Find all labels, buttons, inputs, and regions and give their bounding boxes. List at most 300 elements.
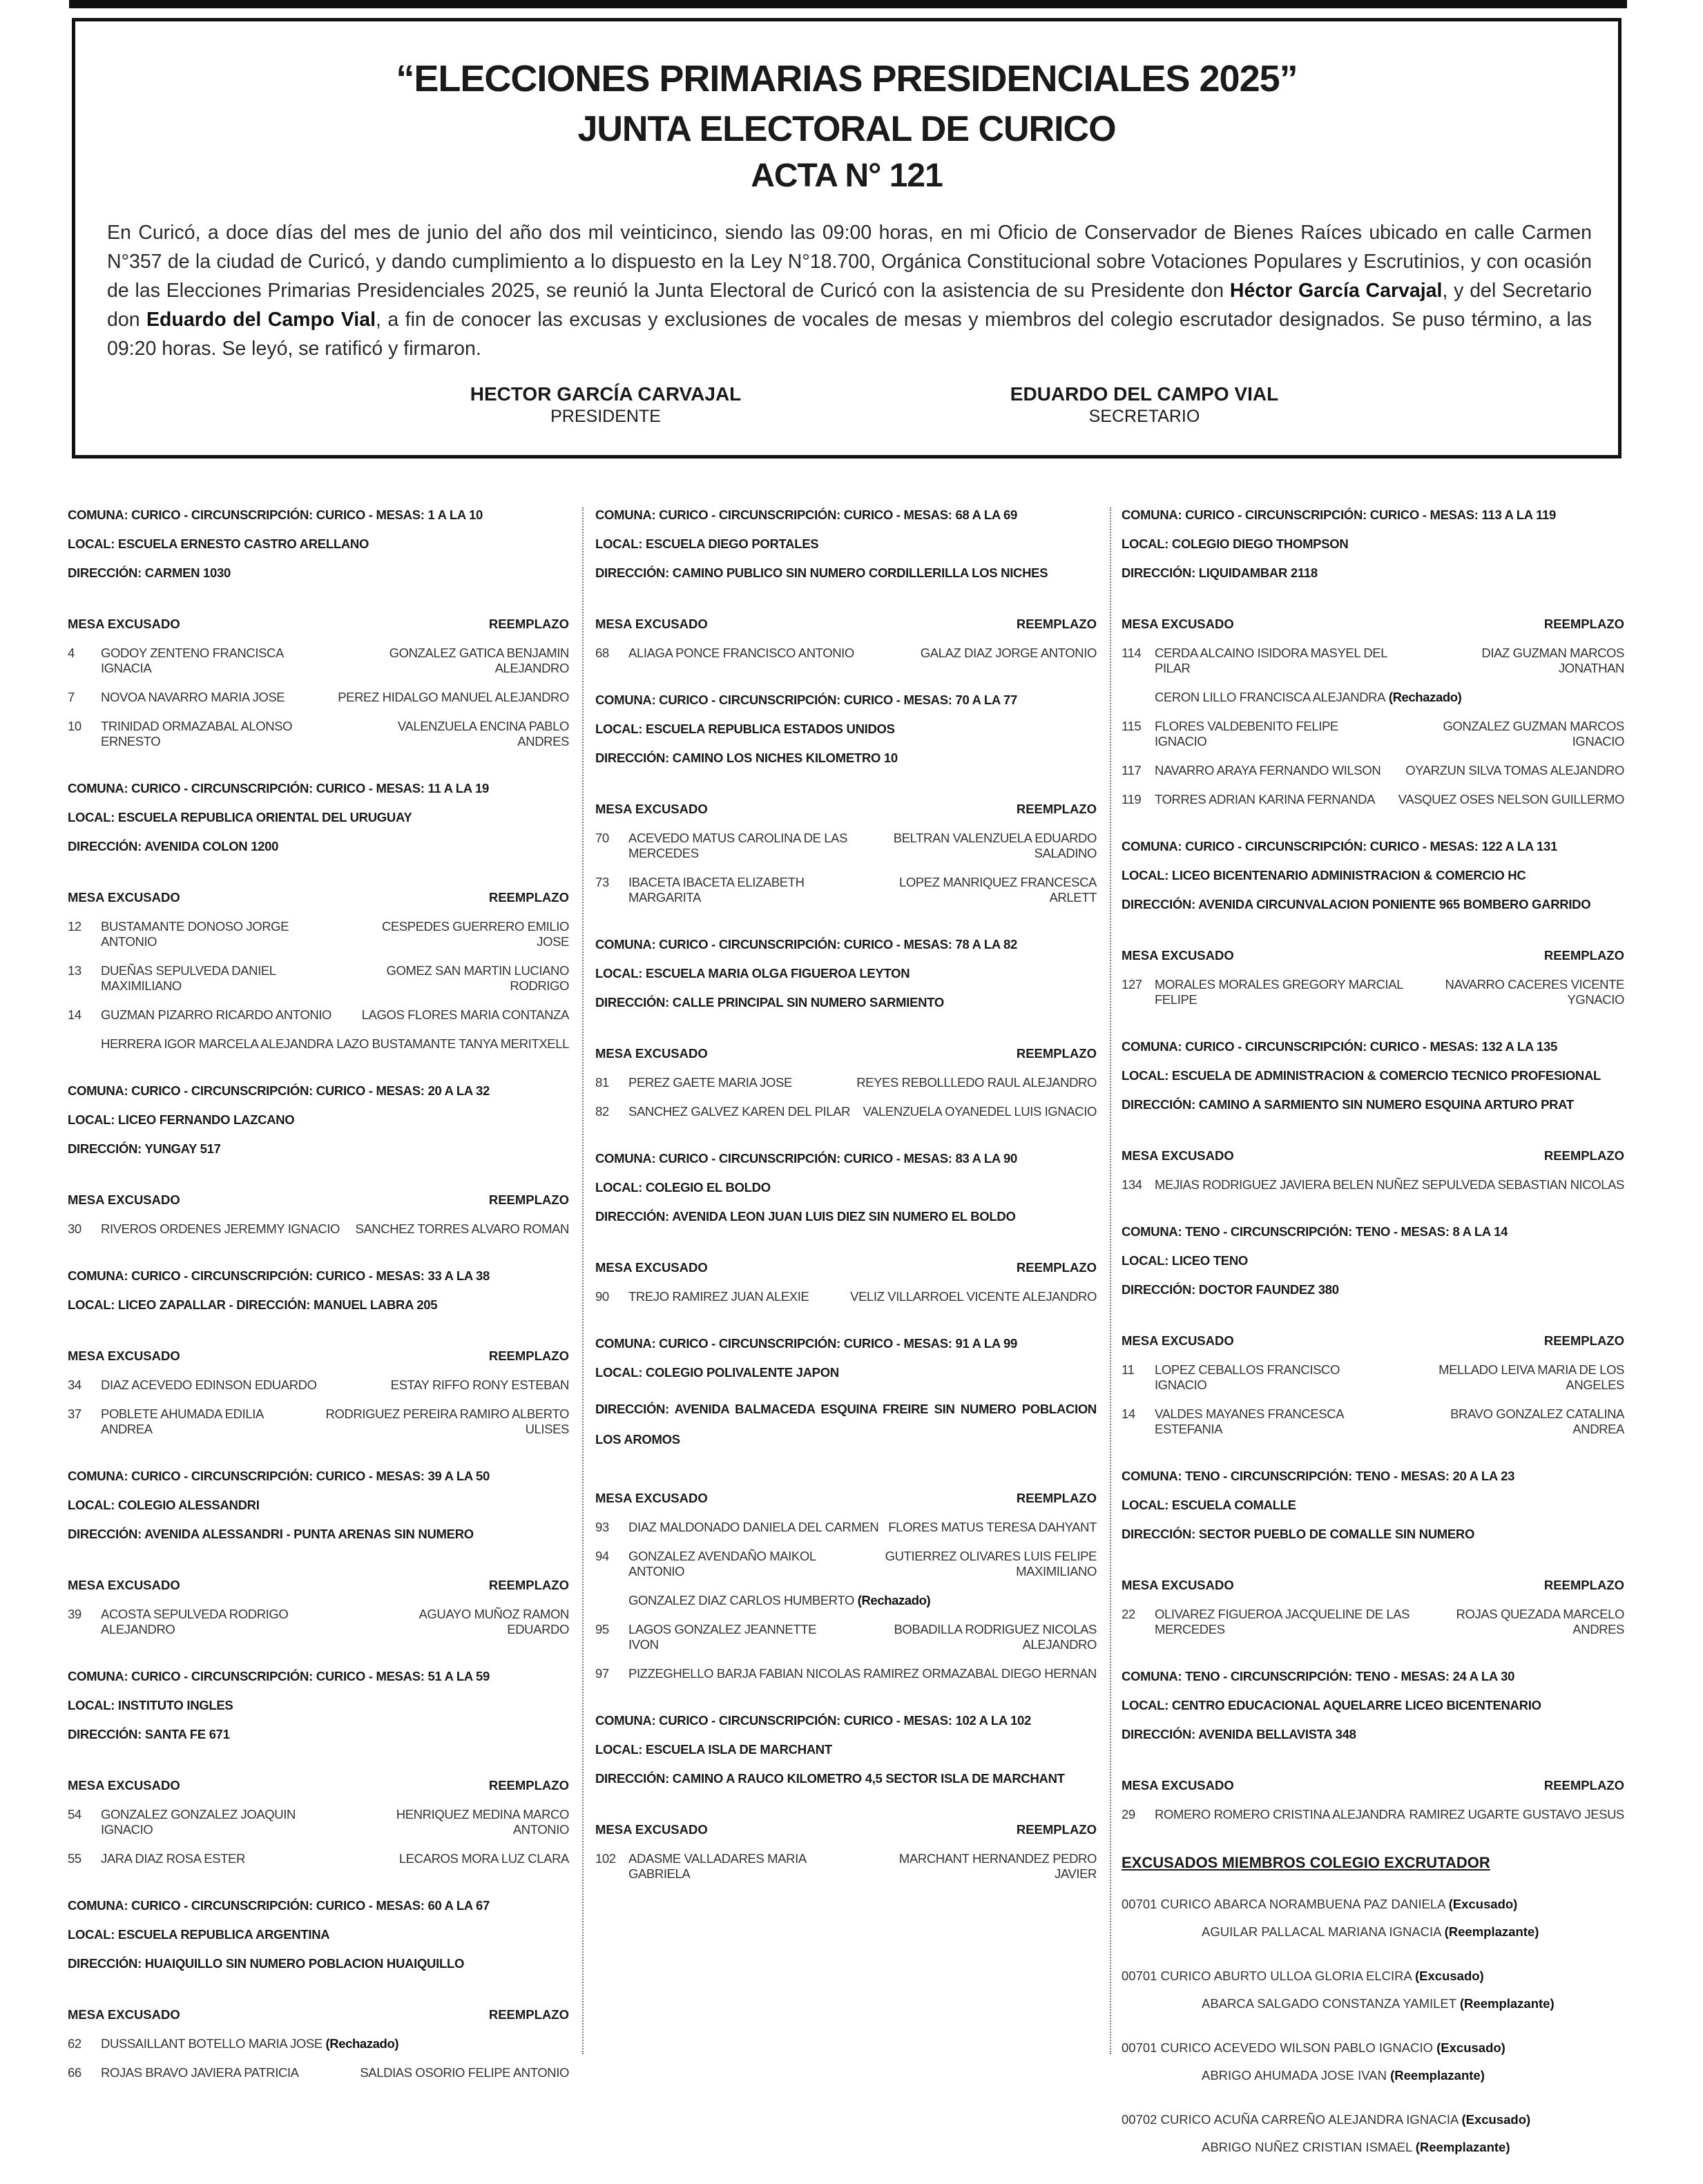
reemplazo-name: ESTAY RIFFO RONY ESTEBAN bbox=[390, 1378, 569, 1392]
mesa-section bbox=[595, 508, 1097, 661]
table-header bbox=[68, 1192, 569, 1208]
reemplazo-name: RAMIREZ ORMAZABAL DIEGO HERNAN bbox=[863, 1666, 1097, 1681]
excusado-cell bbox=[68, 963, 340, 994]
table-row bbox=[595, 831, 1097, 861]
mesa-section bbox=[1122, 839, 1624, 1007]
reemplazo-name: GONZALEZ GUZMAN MARCOS IGNACIO bbox=[1443, 719, 1624, 748]
local-line: LOCAL: LICEO TENO bbox=[1122, 1253, 1248, 1268]
comuna-line: COMUNA: CURICO - CIRCUNSCRIPCIÓN: CURICO - MESAS: 20 A LA 32 bbox=[68, 1083, 490, 1098]
column-divider bbox=[1110, 508, 1111, 2054]
mesa-excusado-header: MESA EXCUSADO bbox=[1122, 617, 1234, 631]
excusado-name: JARA DIAZ ROSA ESTER bbox=[101, 1851, 245, 1866]
table-row bbox=[1122, 719, 1624, 749]
excusado-cell bbox=[595, 1549, 839, 1579]
reemplazo-name: HENRIQUEZ MEDINA MARCO ANTONIO bbox=[396, 1807, 569, 1837]
comuna-line: COMUNA: CURICO - CIRCUNSCRIPCIÓN: CURICO - MESAS: 68 A LA 69 bbox=[595, 508, 1018, 522]
direccion-line: DIRECCIÓN: YUNGAY 517 bbox=[68, 1141, 221, 1156]
local-line: LOCAL: CENTRO EDUCACIONAL AQUELARRE LICEO BICENTENARIO bbox=[1122, 1698, 1541, 1712]
direccion-line: DIRECCIÓN: CAMINO A SARMIENTO SIN NUMERO ESQUINA ARTURO PRAT bbox=[1122, 1097, 1574, 1112]
excusado-name: IBACETA IBACETA ELIZABETH MARGARITA bbox=[628, 875, 805, 905]
direccion-line: DIRECCIÓN: AVENIDA BELLAVISTA 348 bbox=[1122, 1727, 1356, 1741]
table-row bbox=[595, 1520, 1097, 1535]
table-row bbox=[68, 1607, 569, 1637]
local-line: LOCAL: ESCUELA COMALLE bbox=[1122, 1498, 1296, 1512]
comuna-line: COMUNA: CURICO - CIRCUNSCRIPCIÓN: CURICO - MESAS: 1 A LA 10 bbox=[68, 508, 483, 522]
table-header bbox=[1122, 1333, 1624, 1349]
column-divider bbox=[582, 508, 584, 2054]
colegio-item bbox=[1122, 2040, 1624, 2083]
mesa-section bbox=[595, 1336, 1097, 1681]
excusado-name: DUEÑAS SEPULVEDA DANIEL MAXIMILIANO bbox=[101, 963, 276, 993]
mesa-number: 134 bbox=[1122, 1177, 1142, 1192]
column-3 bbox=[1122, 508, 1624, 2184]
reemplazo-header: REEMPLAZO bbox=[1543, 617, 1624, 631]
table-header bbox=[1122, 1148, 1624, 1163]
mesa-number: 97 bbox=[595, 1666, 609, 1681]
document-title: “ELECCIONES PRIMARIAS PRESIDENCIALES 2025” bbox=[396, 58, 1298, 99]
mesa-number: 70 bbox=[595, 831, 609, 845]
excusado-cell bbox=[595, 646, 854, 661]
excusado-cell bbox=[1122, 690, 1461, 705]
excusado-cell bbox=[1122, 1607, 1433, 1637]
reemplazo-name: MELLADO LEIVA MARIA DE LOS ANGELES bbox=[1439, 1362, 1624, 1392]
excusado-name: CERDA ALCAINO ISIDORA MASYEL DEL PILAR bbox=[1155, 646, 1387, 675]
excusado-cell bbox=[595, 1666, 860, 1681]
mesa-section bbox=[68, 508, 569, 749]
mesa-number: 102 bbox=[595, 1851, 616, 1866]
reemplazo-name: NAVARRO CACERES VICENTE YGNACIO bbox=[1445, 977, 1624, 1007]
mesa-number: 82 bbox=[595, 1104, 609, 1119]
reemplazo-name: VELIZ VILLARROEL VICENTE ALEJANDRO bbox=[850, 1289, 1097, 1304]
signature-role: PRESIDENTE bbox=[550, 407, 661, 426]
table-row bbox=[595, 1289, 1097, 1304]
document-subtitle: JUNTA ELECTORAL DE CURICO bbox=[577, 109, 1116, 149]
mesa-number: 62 bbox=[68, 2036, 81, 2051]
local-line: LOCAL: ESCUELA DIEGO PORTALES bbox=[595, 537, 819, 551]
reemplazo-name: SALDIAS OSORIO FELIPE ANTONIO bbox=[360, 2065, 569, 2080]
reemplazo-name: PEREZ HIDALGO MANUEL ALEJANDRO bbox=[338, 690, 569, 704]
comuna-line: COMUNA: CURICO - CIRCUNSCRIPCIÓN: CURICO - MESAS: 122 A LA 131 bbox=[1122, 839, 1557, 853]
reemplazo-header: REEMPLAZO bbox=[1016, 802, 1097, 816]
table-header bbox=[595, 617, 1097, 632]
table-row bbox=[1122, 1407, 1624, 1437]
excusado-name: TRINIDAD ORMAZABAL ALONSO ERNESTO bbox=[101, 719, 293, 748]
excusado-name: ADASME VALLADARES MARIA GABRIELA bbox=[628, 1851, 806, 1881]
colegio-item bbox=[1122, 2112, 1624, 2155]
reemplazo-name: GUTIERREZ OLIVARES LUIS FELIPE MAXIMILIANO bbox=[885, 1549, 1097, 1578]
reemplazo-name: VASQUEZ OSES NELSON GUILLERMO bbox=[1398, 792, 1624, 806]
comuna-line: COMUNA: CURICO - CIRCUNSCRIPCIÓN: CURICO - MESAS: 33 A LA 38 bbox=[68, 1268, 490, 1283]
reemplazo-header: REEMPLAZO bbox=[1016, 617, 1097, 631]
mesa-excusado-header: MESA EXCUSADO bbox=[595, 617, 708, 631]
mesa-number: 14 bbox=[68, 1007, 81, 1022]
mesa-number: 115 bbox=[1122, 719, 1142, 733]
reemplazo-header: REEMPLAZO bbox=[1016, 1822, 1097, 1837]
table-row bbox=[68, 1407, 569, 1437]
mesa-section bbox=[68, 1669, 569, 1866]
reemplazo-header: REEMPLAZO bbox=[488, 1578, 569, 1592]
mesa-section bbox=[595, 937, 1097, 1119]
intro-secretary-name: Eduardo del Campo Vial bbox=[146, 309, 376, 331]
reemplazo-name: REYES REBOLLLEDO RAUL ALEJANDRO bbox=[856, 1075, 1097, 1090]
column-1 bbox=[68, 508, 569, 2112]
excusado-cell bbox=[595, 1289, 809, 1304]
excusado-name: MEJIAS RODRIGUEZ JAVIERA BELEN bbox=[1155, 1177, 1374, 1192]
table-row bbox=[1122, 977, 1624, 1007]
mesa-section bbox=[1122, 1669, 1624, 1822]
mesa-section bbox=[68, 1469, 569, 1637]
direccion-line: DIRECCIÓN: CAMINO A RAUCO KILOMETRO 4,5 SECTOR ISLA DE MARCHANT bbox=[595, 1771, 1065, 1786]
reemplazo-header: REEMPLAZO bbox=[488, 617, 569, 631]
table-row bbox=[1122, 690, 1624, 705]
excusado-cell bbox=[68, 1851, 245, 1866]
excusado-cell bbox=[595, 1075, 792, 1090]
intro-text-1: En Curicó, a doce días del mes de junio del año dos mil veinticinco, siendo las 09:00 horas, en mi Oficio de Conservador de Bienes Raíces ubicado en calle Carmen N°357 de la ciudad de Curicó, y dando cumplimiento a lo dispuesto en la Ley N°18.700, Orgánica Constitucional sobre Votaciones Populares y Escrutinios, y con ocasión de las Elecciones Primarias Presidenciales 2025, se reunió la Junta Electoral de Curicó con la asistencia de su Presidente don bbox=[107, 222, 1592, 302]
table-header bbox=[595, 1491, 1097, 1506]
mesa-number: 66 bbox=[68, 2065, 81, 2080]
reemplazo-name: OYARZUN SILVA TOMAS ALEJANDRO bbox=[1405, 763, 1624, 777]
table-row bbox=[68, 1807, 569, 1837]
local-line: LOCAL: LICEO FERNANDO LAZCANO bbox=[68, 1112, 295, 1127]
excusado-name: 00701 CURICO ACEVEDO WILSON PABLO IGNACIO bbox=[1122, 2040, 1433, 2055]
reemplazo-name: GOMEZ SAN MARTIN LUCIANO RODRIGO bbox=[386, 963, 569, 993]
table-row bbox=[68, 646, 569, 676]
mesa-excusado-header: MESA EXCUSADO bbox=[1122, 1578, 1234, 1592]
intro-paragraph bbox=[107, 218, 1592, 363]
mesa-number: 119 bbox=[1122, 792, 1142, 806]
table-header bbox=[68, 1349, 569, 1364]
excusado-cell bbox=[68, 1221, 340, 1237]
table-row bbox=[595, 646, 1097, 661]
status-tag: (Excusado) bbox=[1415, 1969, 1484, 1983]
excusado-cell bbox=[68, 719, 349, 749]
excusado-name: GONZALEZ AVENDAÑO MAIKOL ANTONIO bbox=[628, 1549, 816, 1578]
top-rule bbox=[69, 0, 1627, 8]
table-row bbox=[1122, 792, 1624, 807]
excusado-name: 00701 CURICO ABARCA NORAMBUENA PAZ DANIELA bbox=[1122, 1897, 1445, 1911]
status-tag: (Excusado) bbox=[1448, 1897, 1518, 1911]
excusado-cell bbox=[595, 1593, 930, 1608]
mesa-excusado-header: MESA EXCUSADO bbox=[1122, 1148, 1234, 1163]
header-box bbox=[72, 18, 1622, 458]
table-row bbox=[68, 2065, 569, 2080]
reemplazo-name: LAGOS FLORES MARIA CONTANZA bbox=[361, 1007, 569, 1022]
reemplazo-header: REEMPLAZO bbox=[488, 1192, 569, 1207]
reemplazo-header: REEMPLAZO bbox=[1543, 1148, 1624, 1163]
excusado-cell bbox=[1122, 1362, 1386, 1393]
mesa-number: 114 bbox=[1122, 646, 1142, 660]
table-row bbox=[68, 1036, 569, 1052]
table-row bbox=[595, 1104, 1097, 1119]
excusado-name: ALIAGA PONCE FRANCISCO ANTONIO bbox=[628, 646, 854, 660]
excusado-name: ROMERO ROMERO CRISTINA ALEJANDRA bbox=[1155, 1807, 1405, 1821]
local-line: LOCAL: ESCUELA REPUBLICA ARGENTINA bbox=[68, 1927, 330, 1942]
excusado-name: POBLETE AHUMADA EDILIA ANDREA bbox=[101, 1407, 263, 1436]
table-row bbox=[1122, 1177, 1624, 1192]
excusado-cell bbox=[68, 2065, 299, 2080]
local-line: LOCAL: LICEO ZAPALLAR - DIRECCIÓN: MANUEL LABRA 205 bbox=[68, 1297, 438, 1312]
mesa-section bbox=[68, 1268, 569, 1437]
excusado-cell bbox=[1122, 792, 1375, 807]
mesa-excusado-header: MESA EXCUSADO bbox=[68, 1349, 180, 1363]
mesa-section bbox=[1122, 1469, 1624, 1637]
local-line: LOCAL: COLEGIO POLIVALENTE JAPON bbox=[595, 1365, 839, 1380]
excusado-name: HERRERA IGOR MARCELA ALEJANDRA bbox=[101, 1036, 334, 1051]
local-line: LOCAL: ESCUELA REPUBLICA ORIENTAL DEL URUGUAY bbox=[68, 810, 412, 824]
mesa-number: 34 bbox=[68, 1378, 81, 1392]
mesa-number: 30 bbox=[68, 1221, 81, 1236]
excusado-cell bbox=[1122, 763, 1380, 778]
table-row bbox=[595, 1593, 1097, 1608]
table-row bbox=[68, 1851, 569, 1866]
status-tag: (Reemplazante) bbox=[1390, 2068, 1485, 2082]
colegio-title: EXCUSADOS MIEMBROS COLEGIO EXCRUTADOR bbox=[1122, 1854, 1490, 1871]
excusado-name: 00701 CURICO ABURTO ULLOA GLORIA ELCIRA bbox=[1122, 1969, 1412, 1983]
direccion-line: DIRECCIÓN: LIQUIDAMBAR 2118 bbox=[1122, 566, 1318, 580]
mesa-excusado-header: MESA EXCUSADO bbox=[68, 617, 180, 631]
excusado-name: ROJAS BRAVO JAVIERA PATRICIA bbox=[101, 2065, 299, 2080]
reemplazo-header: REEMPLAZO bbox=[1543, 1578, 1624, 1592]
signature-name: HECTOR GARCÍA CARVAJAL bbox=[470, 383, 742, 405]
excusado-name: ACEVEDO MATUS CAROLINA DE LAS MERCEDES bbox=[628, 831, 848, 860]
mesa-section bbox=[68, 1898, 569, 2080]
mesa-number: 54 bbox=[68, 1807, 81, 1821]
table-row bbox=[595, 1549, 1097, 1579]
reemplazo-header: REEMPLAZO bbox=[1543, 1333, 1624, 1348]
reemplazo-name: AGUAYO MUÑOZ RAMON EDUARDO bbox=[418, 1607, 569, 1636]
mesa-number: 68 bbox=[595, 646, 609, 660]
excusado-name: 00702 CURICO ACUÑA CARREÑO ALEJANDRA IGNACIA bbox=[1122, 2112, 1459, 2127]
table-header bbox=[595, 1260, 1097, 1275]
local-line: LOCAL: ESCUELA REPUBLICA ESTADOS UNIDOS bbox=[595, 722, 895, 736]
local-line: LOCAL: INSTITUTO INGLES bbox=[68, 1698, 233, 1712]
table-row bbox=[68, 1378, 569, 1393]
mesa-excusado-header: MESA EXCUSADO bbox=[595, 1046, 708, 1061]
mesa-excusado-header: MESA EXCUSADO bbox=[68, 2007, 180, 2022]
comuna-line: COMUNA: CURICO - CIRCUNSCRIPCIÓN: CURICO - MESAS: 60 A LA 67 bbox=[68, 1898, 490, 1913]
status-tag: (Reemplazante) bbox=[1444, 1924, 1539, 1939]
reemplazo-name: CESPEDES GUERRERO EMILIO JOSE bbox=[381, 919, 569, 949]
mesa-excusado-header: MESA EXCUSADO bbox=[1122, 1778, 1234, 1792]
direccion-line: DIRECCIÓN: AVENIDA CIRCUNVALACION PONIENTE 965 BOMBERO GARRIDO bbox=[1122, 897, 1591, 911]
table-row bbox=[595, 1622, 1097, 1652]
excusado-cell bbox=[1122, 719, 1390, 749]
excusado-cell bbox=[595, 831, 870, 861]
colegio-item bbox=[1122, 1897, 1624, 1940]
comuna-line: COMUNA: CURICO - CIRCUNSCRIPCIÓN: CURICO - MESAS: 51 A LA 59 bbox=[68, 1669, 490, 1683]
comuna-line: COMUNA: CURICO - CIRCUNSCRIPCIÓN: CURICO - MESAS: 132 A LA 135 bbox=[1122, 1039, 1557, 1054]
reemplazo-header: REEMPLAZO bbox=[1016, 1046, 1097, 1061]
excusado-name: SANCHEZ GALVEZ KAREN DEL PILAR bbox=[628, 1104, 851, 1119]
comuna-line: COMUNA: CURICO - CIRCUNSCRIPCIÓN: CURICO - MESAS: 83 A LA 90 bbox=[595, 1151, 1018, 1166]
table-row bbox=[1122, 1607, 1624, 1637]
table-header bbox=[68, 2007, 569, 2022]
table-row bbox=[68, 2036, 569, 2051]
direccion-line: DIRECCIÓN: AVENIDA ALESSANDRI - PUNTA ARENAS SIN NUMERO bbox=[68, 1527, 474, 1541]
local-line: LOCAL: ESCUELA ERNESTO CASTRO ARELLANO bbox=[68, 537, 369, 551]
excusado-name: PEREZ GAETE MARIA JOSE bbox=[628, 1075, 792, 1090]
mesa-section bbox=[68, 1083, 569, 1237]
direccion-line: DIRECCIÓN: CARMEN 1030 bbox=[68, 566, 231, 580]
table-header bbox=[68, 1778, 569, 1793]
status-tag: (Rechazado) bbox=[857, 1593, 931, 1607]
excusado-name: GUZMAN PIZARRO RICARDO ANTONIO bbox=[101, 1007, 332, 1022]
local-line: LOCAL: LICEO BICENTENARIO ADMINISTRACION & COMERCIO HC bbox=[1122, 868, 1526, 882]
comuna-line: COMUNA: CURICO - CIRCUNSCRIPCIÓN: CURICO - MESAS: 70 A LA 77 bbox=[595, 693, 1018, 707]
mesa-number: 90 bbox=[595, 1289, 609, 1304]
mesa-number: 73 bbox=[595, 875, 609, 889]
reemplazo-name: DIAZ GUZMAN MARCOS JONATHAN bbox=[1481, 646, 1624, 675]
intro-text-3: , a fin de conocer las excusas y exclusiones de vocales de mesas y miembros del colegio escrutador designados. Se puso término, a las 09:20 horas. Se leyó, se ratificó y firmaron. bbox=[107, 309, 1592, 360]
direccion-line: DIRECCIÓN: AVENIDA COLON 1200 bbox=[68, 839, 279, 853]
reemplazo-name: GALAZ DIAZ JORGE ANTONIO bbox=[920, 646, 1097, 660]
excusado-cell bbox=[68, 2036, 398, 2051]
mesa-number: 10 bbox=[68, 719, 81, 733]
reemplazo-header: REEMPLAZO bbox=[1543, 1778, 1624, 1792]
excusado-name: LAGOS GONZALEZ JEANNETTE IVON bbox=[628, 1622, 817, 1652]
comuna-line: COMUNA: TENO - CIRCUNSCRIPCIÓN: TENO - MESAS: 8 A LA 14 bbox=[1122, 1224, 1508, 1239]
mesa-excusado-header: MESA EXCUSADO bbox=[595, 1822, 708, 1837]
direccion-line: DIRECCIÓN: AVENIDA BALMACEDA ESQUINA FREIRE SIN NUMERO POBLACION LOS AROMOS bbox=[595, 1402, 1097, 1447]
mesa-excusado-header: MESA EXCUSADO bbox=[595, 802, 708, 816]
excusado-name: TORRES ADRIAN KARINA FERNANDA bbox=[1155, 792, 1376, 806]
table-row bbox=[68, 963, 569, 994]
excusado-name: NOVOA NAVARRO MARIA JOSE bbox=[101, 690, 285, 704]
mesa-number: 11 bbox=[1122, 1362, 1135, 1377]
reemplazante-line bbox=[1122, 2068, 1624, 2083]
table-row bbox=[68, 1007, 569, 1023]
mesa-excusado-header: MESA EXCUSADO bbox=[595, 1491, 708, 1505]
mesa-number: 37 bbox=[68, 1407, 81, 1421]
comuna-line: COMUNA: CURICO - CIRCUNSCRIPCIÓN: CURICO - MESAS: 91 A LA 99 bbox=[595, 1336, 1018, 1351]
mesa-section bbox=[1122, 508, 1624, 807]
reemplazante-line bbox=[1122, 1924, 1624, 1940]
reemplazo-name: VALENZUELA OYANEDEL LUIS IGNACIO bbox=[863, 1104, 1097, 1119]
intro-president-name: Héctor García Carvajal bbox=[1229, 280, 1443, 302]
excusado-cell bbox=[595, 1851, 862, 1882]
reemplazo-header: REEMPLAZO bbox=[488, 890, 569, 905]
excusado-cell bbox=[595, 1520, 878, 1535]
table-header bbox=[68, 1578, 569, 1593]
reemplazo-name: RODRIGUEZ PEREIRA RAMIRO ALBERTO ULISES bbox=[325, 1407, 569, 1436]
local-line: LOCAL: ESCUELA MARIA OLGA FIGUEROA LEYTON bbox=[595, 966, 910, 980]
mesa-excusado-header: MESA EXCUSADO bbox=[68, 890, 180, 905]
status-tag: (Rechazado) bbox=[325, 2036, 399, 2051]
mesa-number: 55 bbox=[68, 1851, 81, 1866]
reemplazo-name: BRAVO GONZALEZ CATALINA ANDREA bbox=[1450, 1407, 1624, 1436]
mesa-number: 95 bbox=[595, 1622, 609, 1636]
table-header bbox=[1122, 948, 1624, 963]
reemplazo-name: VALENZUELA ENCINA PABLO ANDRES bbox=[397, 719, 569, 748]
table-row bbox=[595, 1851, 1097, 1882]
comuna-line: COMUNA: TENO - CIRCUNSCRIPCIÓN: TENO - MESAS: 24 A LA 30 bbox=[1122, 1669, 1515, 1683]
excusado-name: LOPEZ CEBALLOS FRANCISCO IGNACIO bbox=[1155, 1362, 1340, 1392]
excusado-cell bbox=[68, 1807, 344, 1837]
excusado-cell bbox=[595, 1622, 834, 1652]
excusado-name: GONZALEZ DIAZ CARLOS HUMBERTO bbox=[628, 1593, 854, 1607]
mesa-number: 14 bbox=[1122, 1407, 1135, 1421]
mesa-excusado-header: MESA EXCUSADO bbox=[68, 1192, 180, 1207]
mesa-number: 4 bbox=[68, 646, 75, 660]
excusado-name: NAVARRO ARAYA FERNANDO WILSON bbox=[1155, 763, 1381, 777]
excusado-line bbox=[1122, 1897, 1624, 1912]
reemplazo-header: REEMPLAZO bbox=[1016, 1260, 1097, 1275]
status-tag: (Excusado) bbox=[1436, 2040, 1505, 2055]
mesa-number: 7 bbox=[68, 690, 75, 704]
mesa-number: 39 bbox=[68, 1607, 81, 1621]
reemplazo-name: FLORES MATUS TERESA DAHYANT bbox=[888, 1520, 1097, 1534]
direccion-line: DIRECCIÓN: AVENIDA LEON JUAN LUIS DIEZ SIN NUMERO EL BOLDO bbox=[595, 1209, 1016, 1224]
reemplazo-name: BELTRAN VALENZUELA EDUARDO SALADINO bbox=[893, 831, 1097, 860]
excusado-cell bbox=[68, 1407, 299, 1437]
signature-role: SECRETARIO bbox=[1088, 407, 1200, 426]
mesa-excusado-header: MESA EXCUSADO bbox=[68, 1578, 180, 1592]
excusado-cell bbox=[1122, 977, 1412, 1007]
excusado-cell bbox=[595, 875, 864, 905]
mesa-number: 12 bbox=[68, 919, 81, 934]
excusado-line bbox=[1122, 2112, 1624, 2127]
direccion-line: DIRECCIÓN: DOCTOR FAUNDEZ 380 bbox=[1122, 1282, 1339, 1297]
local-line: LOCAL: COLEGIO EL BOLDO bbox=[595, 1180, 771, 1195]
reemplazo-header: REEMPLAZO bbox=[1016, 1491, 1097, 1505]
excusado-line bbox=[1122, 2040, 1624, 2056]
excusado-name: GODOY ZENTENO FRANCISCA IGNACIA bbox=[101, 646, 283, 675]
mesa-number: 22 bbox=[1122, 1607, 1135, 1621]
reemplazo-name: NUÑEZ SEPULVEDA SEBASTIAN NICOLAS bbox=[1376, 1177, 1624, 1192]
reemplazo-name: LOPEZ MANRIQUEZ FRANCESCA ARLETT bbox=[898, 875, 1097, 905]
colegio-escrutador-section bbox=[1122, 1854, 1624, 2155]
excusado-name: RIVEROS ORDENES JEREMMY IGNACIO bbox=[101, 1221, 340, 1236]
excusado-name: MORALES MORALES GREGORY MARCIAL FELIPE bbox=[1155, 977, 1403, 1007]
reemplazo-name: GONZALEZ GATICA BENJAMIN ALEJANDRO bbox=[389, 646, 569, 675]
table-header bbox=[595, 1046, 1097, 1061]
reemplazo-name: MARCHANT HERNANDEZ PEDRO JAVIER bbox=[898, 1851, 1097, 1881]
excusado-cell bbox=[1122, 646, 1418, 676]
excusado-name: OLIVAREZ FIGUEROA JACQUELINE DE LAS MERCEDES bbox=[1155, 1607, 1410, 1636]
table-row bbox=[68, 690, 569, 705]
comuna-line: COMUNA: CURICO - CIRCUNSCRIPCIÓN: CURICO - MESAS: 11 A LA 19 bbox=[68, 781, 489, 795]
signature-name: EDUARDO DEL CAMPO VIAL bbox=[1010, 383, 1279, 405]
table-row bbox=[595, 1666, 1097, 1681]
excusado-name: DIAZ ACEVEDO EDINSON EDUARDO bbox=[101, 1378, 317, 1392]
colegio-item bbox=[1122, 1969, 1624, 2011]
excusado-cell bbox=[68, 1007, 331, 1023]
direccion-line: DIRECCIÓN: CAMINO LOS NICHES KILOMETRO 10 bbox=[595, 751, 898, 765]
table-row bbox=[68, 719, 569, 749]
table-header bbox=[68, 617, 569, 632]
mesa-excusado-header: MESA EXCUSADO bbox=[1122, 948, 1234, 963]
excusado-name: TREJO RAMIREZ JUAN ALEXIE bbox=[628, 1289, 809, 1304]
intro-text-2: , y del Secretario don bbox=[107, 280, 1592, 331]
excusado-cell bbox=[1122, 1407, 1405, 1437]
direccion-line: DIRECCIÓN: HUAIQUILLO SIN NUMERO POBLACION HUAIQUILLO bbox=[68, 1956, 465, 1971]
excusado-cell bbox=[595, 1104, 850, 1119]
reemplazante-name: ABARCA SALGADO CONSTANZA YAMILET bbox=[1202, 1996, 1456, 2011]
comuna-line: COMUNA: CURICO - CIRCUNSCRIPCIÓN: CURICO - MESAS: 39 A LA 50 bbox=[68, 1469, 490, 1483]
status-tag: (Reemplazante) bbox=[1459, 1996, 1555, 2011]
excusado-name: DIAZ MALDONADO DANIELA DEL CARMEN bbox=[628, 1520, 879, 1534]
mesa-section bbox=[1122, 1039, 1624, 1192]
mesa-section bbox=[1122, 1224, 1624, 1437]
table-header bbox=[68, 890, 569, 905]
excusado-cell bbox=[68, 1607, 358, 1637]
mesa-number: 13 bbox=[68, 963, 81, 978]
mesa-section bbox=[595, 1713, 1097, 1882]
reemplazo-name: BOBADILLA RODRIGUEZ NICOLAS ALEJANDRO bbox=[894, 1622, 1097, 1652]
table-row bbox=[1122, 1807, 1624, 1822]
reemplazante-name: ABRIGO NUÑEZ CRISTIAN ISMAEL bbox=[1202, 2140, 1412, 2154]
reemplazo-header: REEMPLAZO bbox=[488, 2007, 569, 2022]
